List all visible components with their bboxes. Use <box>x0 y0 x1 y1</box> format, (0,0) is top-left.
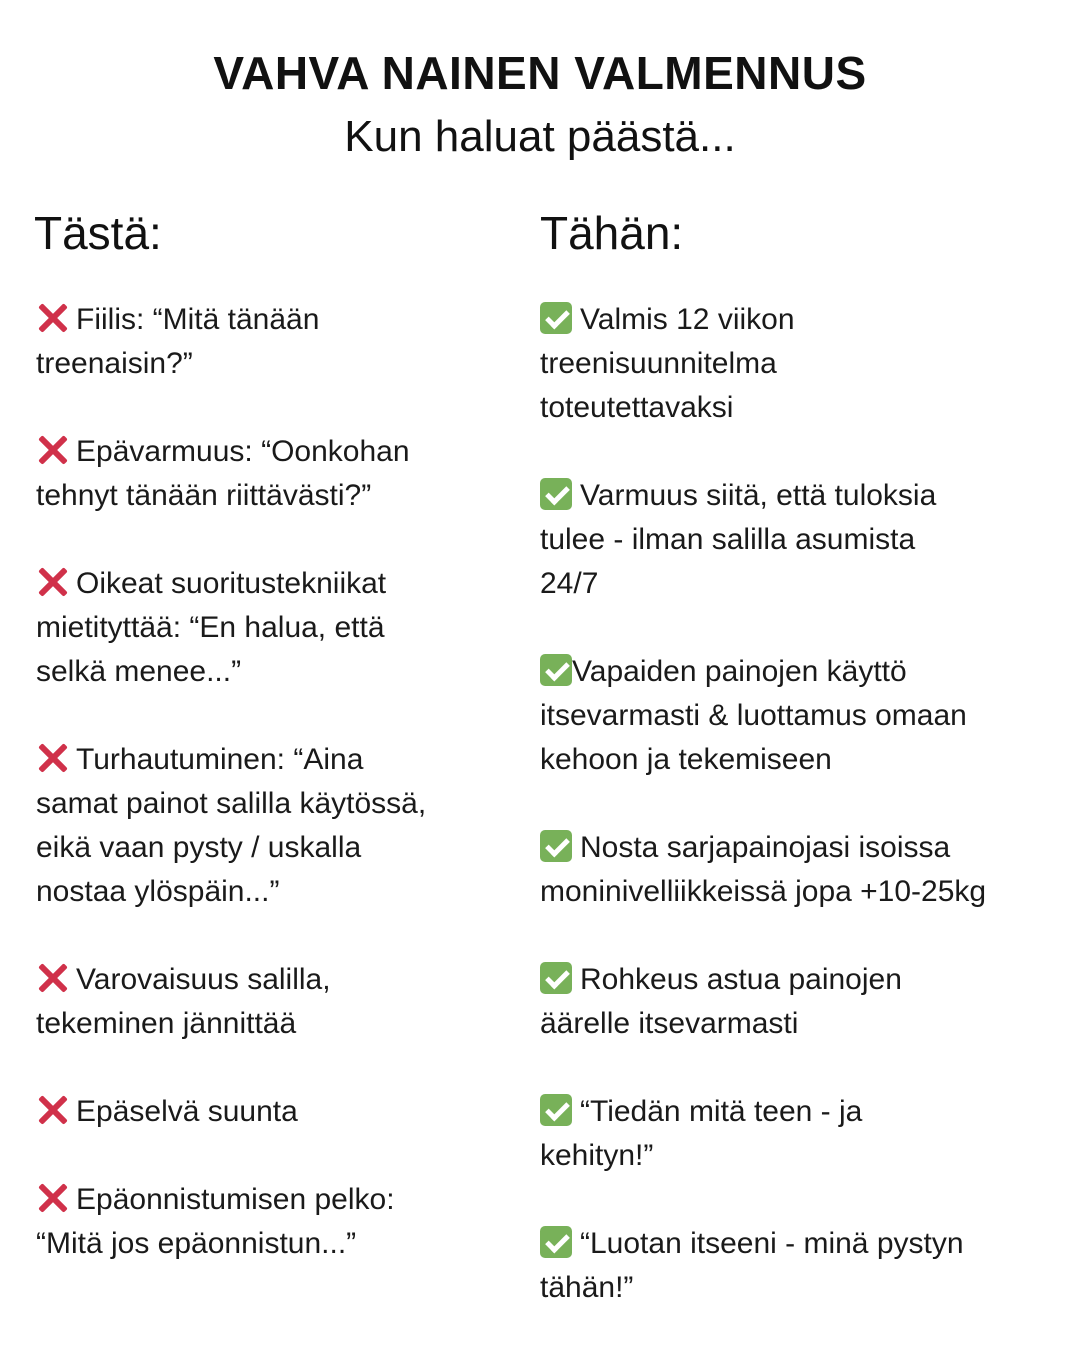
check-mark-icon <box>540 962 572 994</box>
page-title: VAHVA NAINEN VALMENNUS <box>213 47 867 99</box>
from-item-uncertainty: Epävarmuus: “Oonkohan tehnyt tänään riittävästi?” <box>36 435 410 512</box>
check-mark-icon <box>540 1226 572 1258</box>
to-item-lift-more: Nosta sarjapainojasi isoissa moninivelliikkeissä jopa +10-25kg <box>540 831 987 908</box>
from-item-feeling: Fiilis: “Mitä tänään treenaisin?” <box>36 303 320 380</box>
cross-mark-icon <box>36 434 68 466</box>
from-item-technique: Oikeat suoritustekniikat mietityttää: “En halua, että selkä menee...” <box>36 567 387 688</box>
to-item-plan: Valmis 12 viikon treenisuunnitelma toteutettavaksi <box>540 303 795 424</box>
check-mark-icon <box>540 1094 572 1126</box>
page-subtitle: Kun haluat päästä... <box>344 112 736 161</box>
cross-mark-icon <box>36 742 68 774</box>
to-item-confidence-results: Varmuus siitä, että tuloksia tulee - ilman salilla asumista 24/7 <box>540 479 937 600</box>
cross-mark-icon <box>36 1182 68 1214</box>
check-mark-icon <box>540 478 572 510</box>
from-item-frustration: Turhautuminen: “Aina samat painot salilla käytössä, eikä vaan pysty / uskalla nostaa ylöspäin...” <box>36 743 427 908</box>
from-item-caution: Varovaisuus salilla, tekeminen jännittää <box>36 963 331 1040</box>
check-mark-icon <box>540 830 572 862</box>
to-column-heading: Tähän: <box>540 207 684 259</box>
to-item-free-weights: Vapaiden painojen käyttö itsevarmasti & luottamus omaan kehoon ja tekemiseen <box>540 655 967 776</box>
cross-mark-icon <box>36 962 68 994</box>
cross-mark-icon <box>36 302 68 334</box>
from-item-fear: Epäonnistumisen pelko: “Mitä jos epäonnistun...” <box>36 1183 395 1260</box>
to-item-trust-self: “Luotan itseeni - minä pystyn tähän!” <box>540 1227 964 1304</box>
to-item-know-what-to-do: “Tiedän mitä teen - ja kehityn!” <box>540 1095 863 1172</box>
from-column-heading: Tästä: <box>34 207 162 259</box>
cross-mark-icon <box>36 566 68 598</box>
to-item-courage: Rohkeus astua painojen äärelle itsevarmasti <box>540 963 902 1040</box>
cross-mark-icon <box>36 1094 68 1126</box>
check-mark-icon <box>540 302 572 334</box>
from-item-direction: Epäselvä suunta <box>36 1090 496 1134</box>
check-mark-icon <box>540 654 572 686</box>
